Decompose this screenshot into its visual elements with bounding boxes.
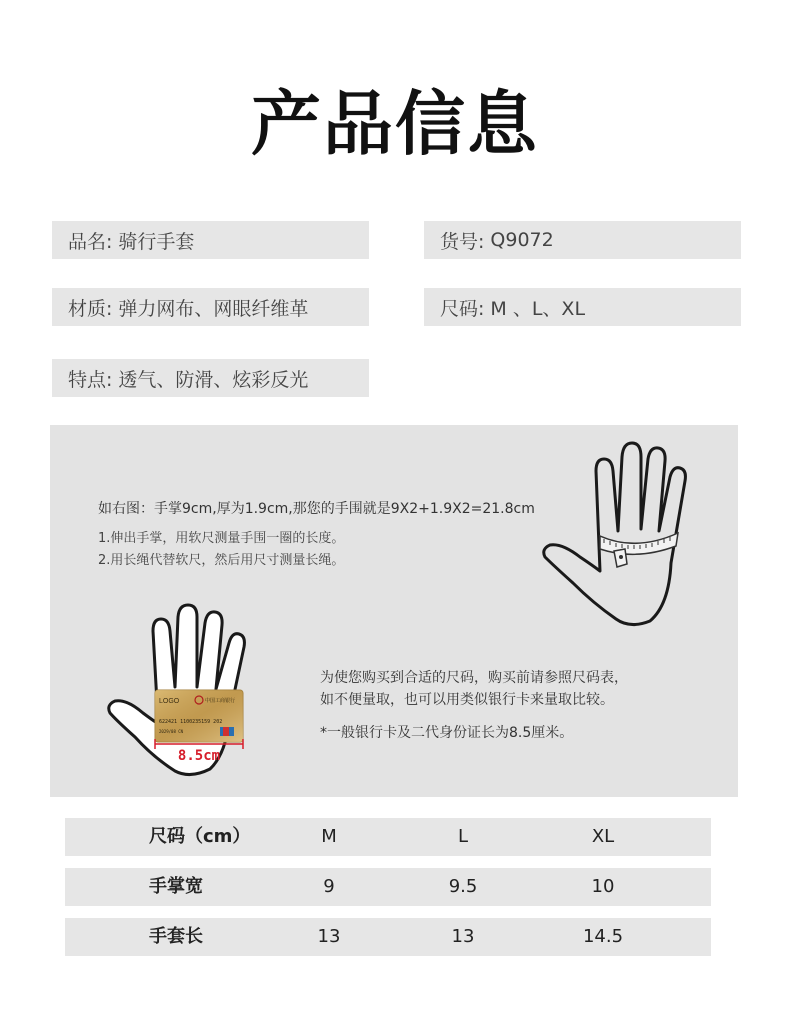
info-label: 货号: <box>440 230 485 253</box>
measure-example: 如右图：手掌9cm,厚为1.9cm,那您的手围就是9X2+1.9X2=21.8cm <box>98 501 535 517</box>
measure-step-2: 2.用长绳代替软尺，然后用尺寸测量长绳。 <box>98 553 345 568</box>
size-table-row: 手套长 13 13 14.5 <box>65 918 711 956</box>
info-size <box>424 288 741 326</box>
info-label: 特点: <box>68 368 113 391</box>
size-table-row: 手掌宽 9 9.5 10 <box>65 868 711 906</box>
measure-tip-2: 如不便量取，也可以用类似银行卡来量取比较。 <box>320 692 614 708</box>
info-material <box>52 288 369 326</box>
card-holder: 2029/08 CN <box>159 729 184 734</box>
info-value: 透气、防滑、炫彩反光 <box>118 368 309 391</box>
info-features <box>52 359 369 397</box>
card-bank-name: 中国工商银行 <box>205 698 236 704</box>
measure-note: *一般银行卡及二代身份证长为8.5厘米。 <box>320 725 574 741</box>
measure-step-1: 1.伸出手掌，用软尺测量手围一圈的长度。 <box>98 531 345 546</box>
hand-tape-measure-icon <box>538 433 738 633</box>
info-value: M 、L、XL <box>490 297 586 320</box>
size-row-label: 手掌宽 <box>149 876 203 897</box>
page-title: 产品信息 <box>251 83 539 165</box>
size-table-header: 尺码（cm） M L XL <box>65 818 711 856</box>
hand-bank-card-icon <box>105 603 265 783</box>
info-label: 品名: <box>68 230 113 253</box>
info-value: 弹力网布、网眼纤维革 <box>118 297 309 320</box>
size-row-label: 手套长 <box>149 926 203 947</box>
measure-guide-panel <box>50 425 738 797</box>
size-header-label: 尺码（cm） <box>149 826 251 847</box>
card-logo-text: LOGO <box>159 698 180 705</box>
info-label: 材质: <box>68 297 113 320</box>
info-product-name <box>52 221 369 259</box>
card-number: 622421 1100235159 202 <box>159 719 223 725</box>
info-item-number <box>424 221 741 259</box>
info-value: Q9072 <box>490 229 554 251</box>
info-label: 尺码: <box>440 297 485 320</box>
card-measure-label: 8.5cm <box>177 748 221 764</box>
info-value: 骑行手套 <box>118 230 195 253</box>
measure-tip-1: 为使您购买到合适的尺码，购买前请参照尺码表， <box>320 670 628 686</box>
